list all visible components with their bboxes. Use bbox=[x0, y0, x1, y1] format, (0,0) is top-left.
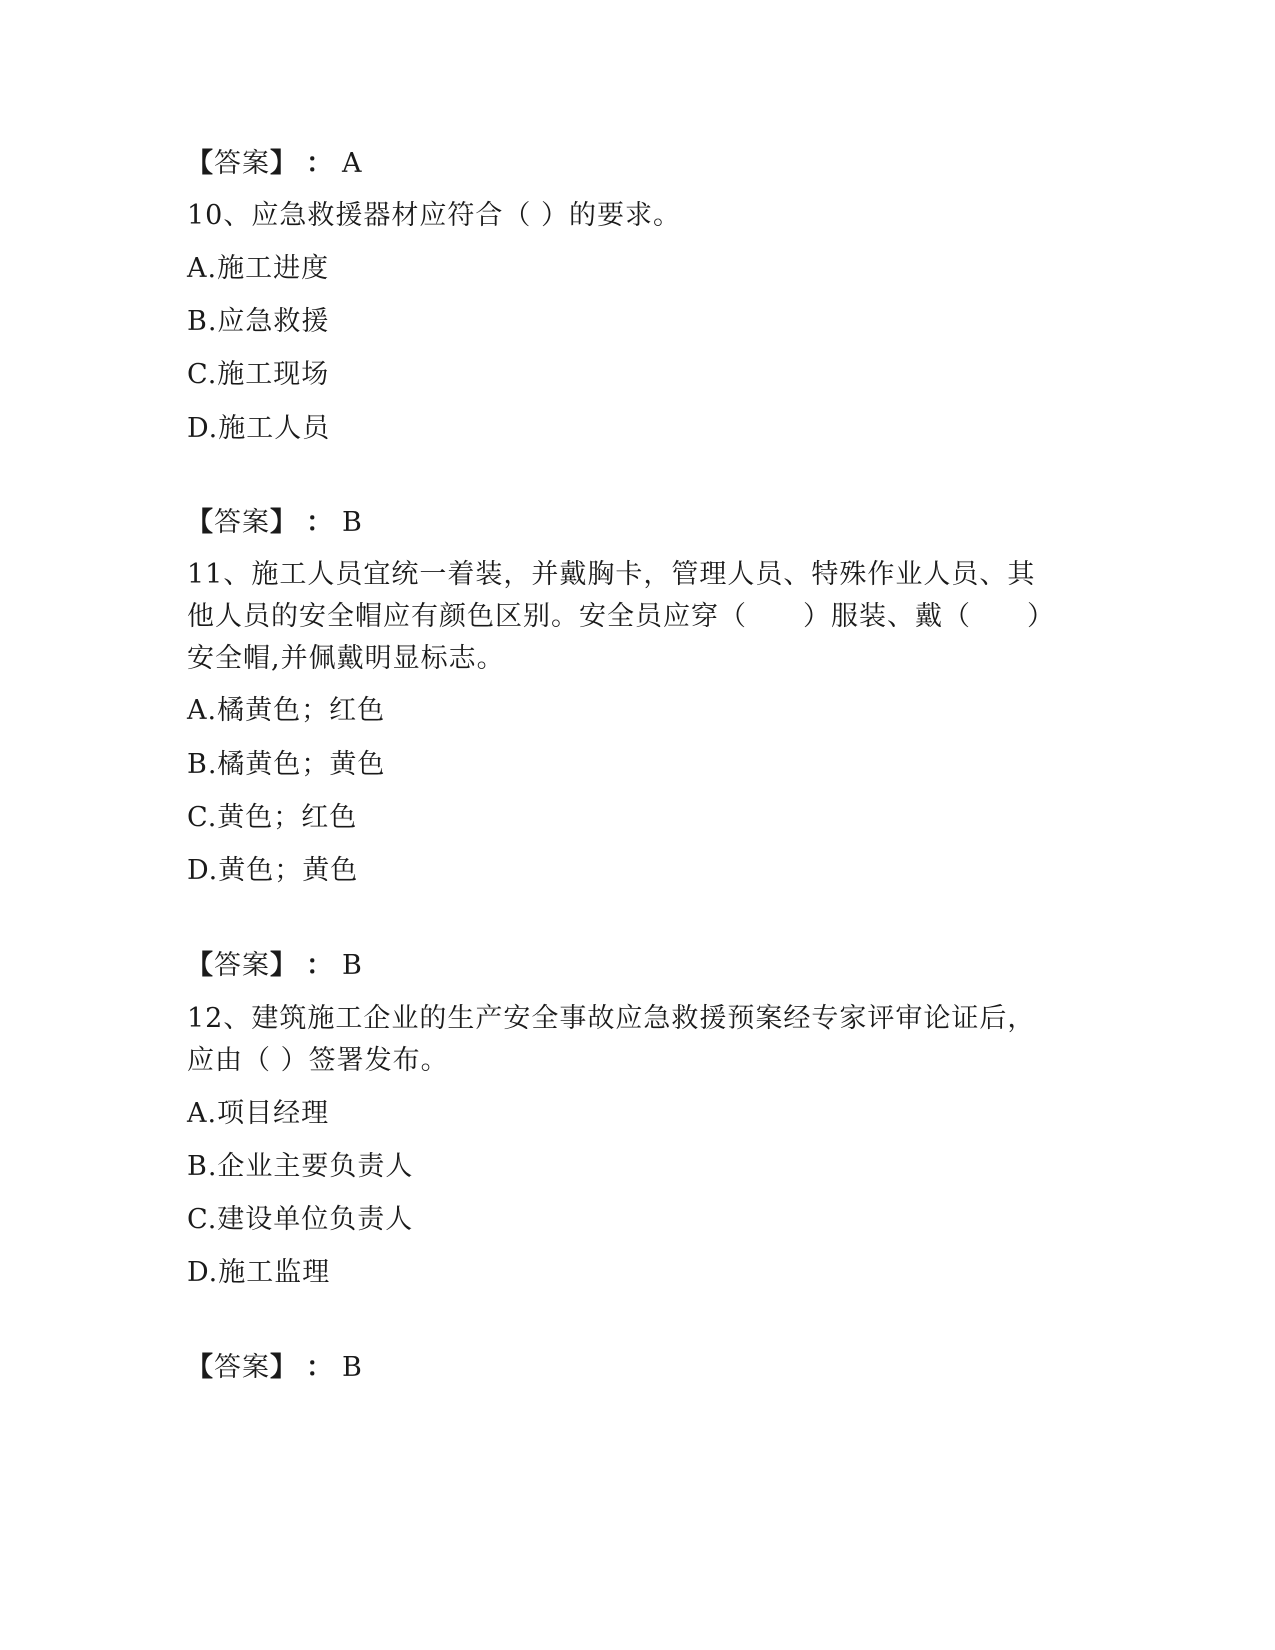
answer-bracket-close: 】 bbox=[270, 507, 298, 538]
answer-label: 答案 bbox=[214, 1352, 270, 1383]
answer-value: B bbox=[342, 950, 363, 981]
answer-bracket-open: 【 bbox=[186, 507, 214, 538]
answer-line bbox=[186, 1350, 363, 1386]
question-10-option-d: D.施工人员 bbox=[187, 413, 331, 444]
answer-bracket-close: 】 bbox=[270, 148, 298, 179]
question-11-option-c: C.黄色；红色 bbox=[187, 802, 358, 833]
answer-bracket-open: 【 bbox=[186, 950, 214, 981]
answer-bracket-close: 】 bbox=[270, 950, 298, 981]
question-10-stem: 10、应急救援器材应符合（ ）的要求。 bbox=[187, 200, 681, 231]
question-12-stem-line-1: 12、建筑施工企业的生产安全事故应急救援预案经专家评审论证后， bbox=[187, 1003, 1036, 1034]
answer-colon: ： bbox=[306, 148, 334, 179]
answer-value: B bbox=[342, 507, 363, 538]
answer-value: B bbox=[342, 1352, 363, 1383]
question-12-option-a: A.项目经理 bbox=[187, 1098, 330, 1129]
question-11-option-d: D.黄色；黄色 bbox=[187, 855, 359, 886]
question-12-option-b: B.企业主要负责人 bbox=[187, 1151, 414, 1182]
question-12-option-c: C.建设单位负责人 bbox=[187, 1204, 414, 1235]
answer-label: 答案 bbox=[214, 950, 270, 981]
question-11-stem-line-3: 安全帽,并佩戴明显标志。 bbox=[187, 643, 505, 674]
question-10-option-a: A.施工进度 bbox=[187, 253, 330, 284]
question-10-option-c: C.施工现场 bbox=[187, 359, 330, 390]
answer-line bbox=[186, 505, 363, 541]
question-11-option-b: B.橘黄色；黄色 bbox=[187, 749, 386, 780]
answer-bracket-close: 】 bbox=[270, 1352, 298, 1383]
question-11-stem-line-2: 他人员的安全帽应有颜色区别。安全员应穿（ ）服装、戴（ ） bbox=[187, 601, 1055, 632]
answer-colon: ： bbox=[306, 507, 334, 538]
question-11-option-a: A.橘黄色；红色 bbox=[187, 695, 386, 726]
answer-colon: ： bbox=[306, 1352, 334, 1383]
answer-line bbox=[186, 146, 363, 182]
question-12-option-d: D.施工监理 bbox=[187, 1257, 331, 1288]
answer-line bbox=[186, 948, 363, 984]
question-12-stem-line-2: 应由（ ）签署发布。 bbox=[187, 1045, 449, 1076]
answer-colon: ： bbox=[306, 950, 334, 981]
answer-bracket-open: 【 bbox=[186, 148, 214, 179]
question-10-option-b: B.应急救援 bbox=[187, 306, 330, 337]
answer-label: 答案 bbox=[214, 148, 270, 179]
question-11-stem-line-1: 11、施工人员宜统一着装，并戴胸卡，管理人员、特殊作业人员、其 bbox=[187, 559, 1036, 590]
answer-value: A bbox=[342, 148, 363, 179]
answer-label: 答案 bbox=[214, 507, 270, 538]
answer-bracket-open: 【 bbox=[186, 1352, 214, 1383]
